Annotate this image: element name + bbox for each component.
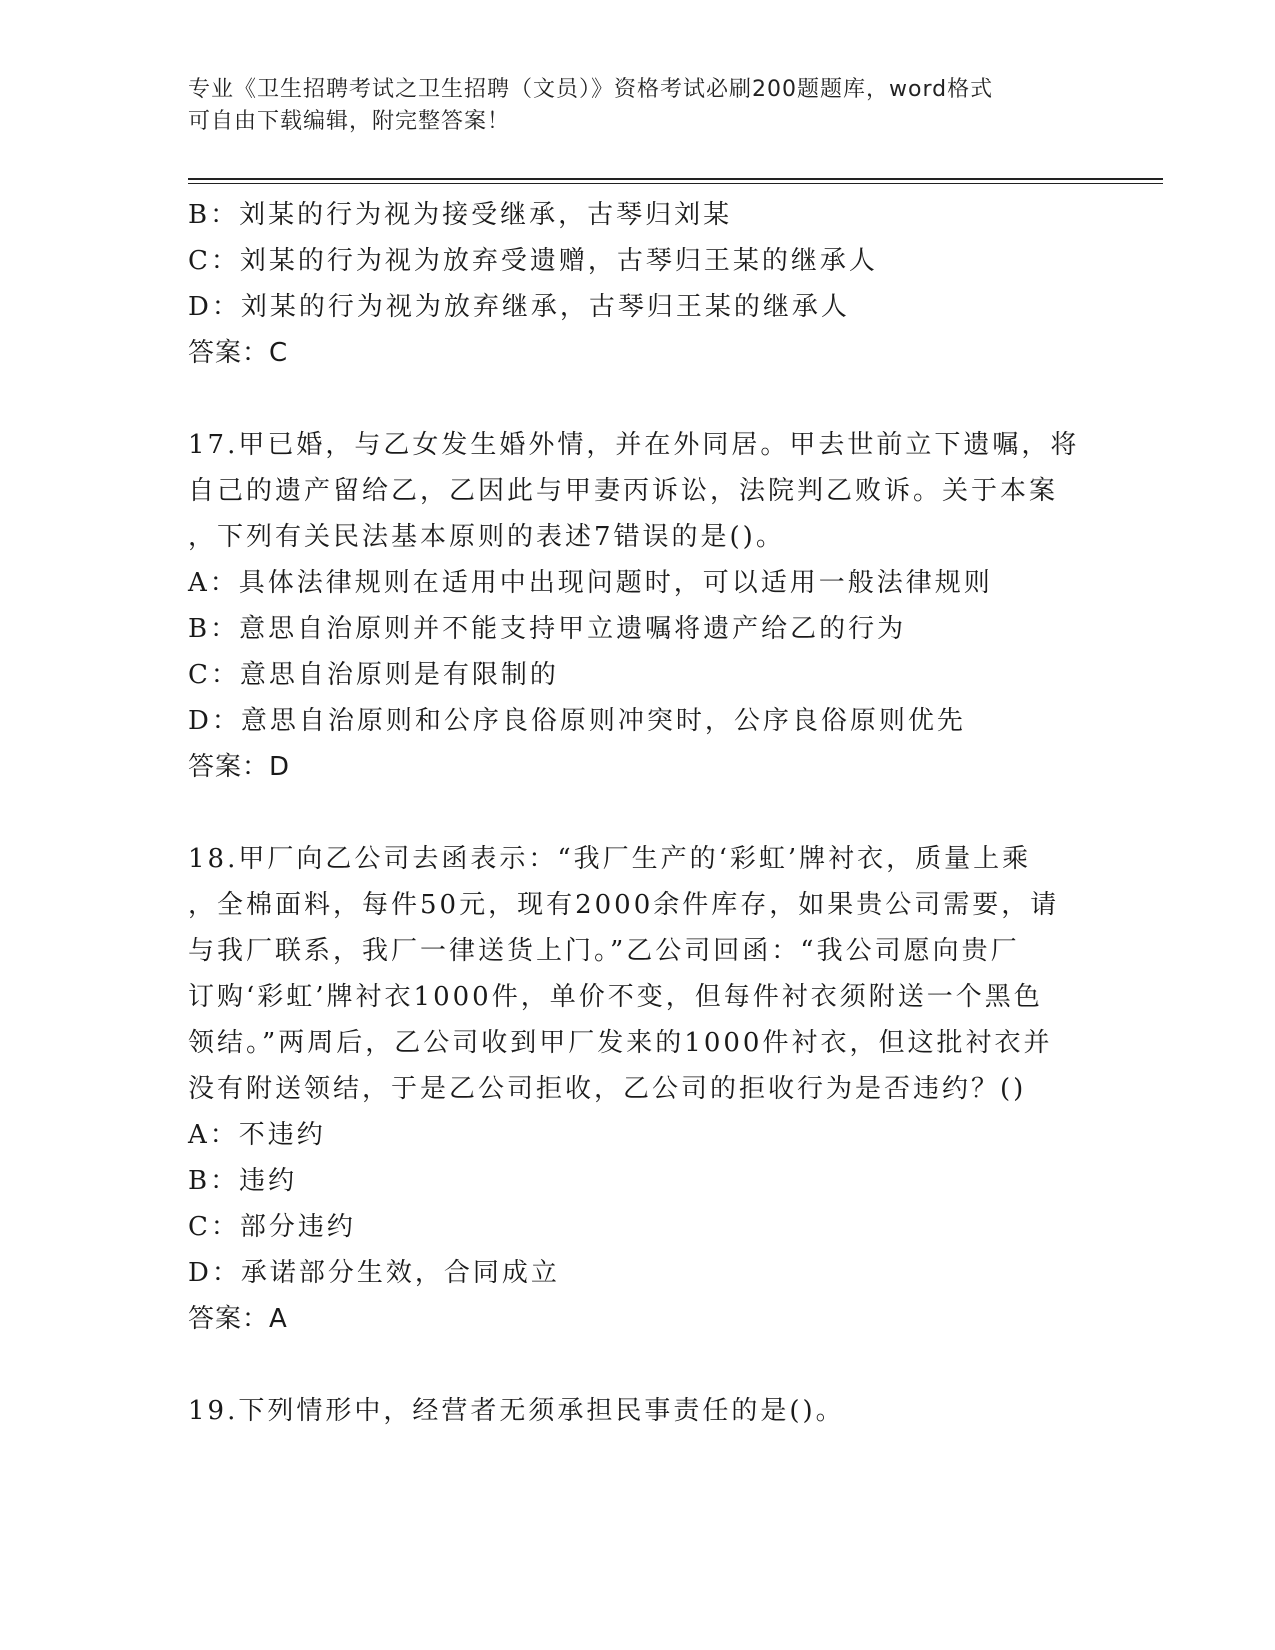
header-divider-thin: [188, 183, 1163, 184]
question-spacer: [188, 790, 1088, 836]
question-stem-line: 与我厂联系，我厂一律送货上门。”乙公司回函：“我公司愿向贵厂: [188, 936, 1020, 966]
question-spacer: [188, 1342, 1088, 1388]
option-b: B：意思自治原则并不能支持甲立遗嘱将遗产给乙的行为: [188, 614, 907, 644]
question-stem-line: 领结。”两周后，乙公司收到甲厂发来的1000件衬衣，但这批衬衣并: [188, 1028, 1053, 1058]
question-stem-line: 订购‘彩虹’牌衬衣1000件，单价不变，但每件衬衣须附送一个黑色: [188, 982, 1043, 1012]
answer-label: 答案：A: [188, 1304, 288, 1334]
question-stem-line: 19.下列情形中，经营者无须承担民事责任的是()。: [188, 1396, 845, 1426]
header-line-1: 专业《卫生招聘考试之卫生招聘（文员）》资格考试必刷200题题库，word格式: [188, 77, 994, 102]
question-19: [188, 1388, 1088, 1434]
question-stem-line: ，全棉面料，每件50元，现有2000余件库存，如果贵公司需要，请: [188, 890, 1060, 920]
header-line-2: 可自由下载编辑，附完整答案！: [188, 109, 511, 134]
option-b: B：刘某的行为视为接受继承，古琴归刘某: [188, 200, 733, 230]
question-stem-line: 17.甲已婚，与乙女发生婚外情，并在外同居。甲去世前立下遗嘱，将: [188, 430, 1080, 460]
question-18: [188, 836, 1088, 1342]
question-stem-line: 没有附送领结，于是乙公司拒收，乙公司的拒收行为是否违约？(): [188, 1074, 1027, 1104]
option-a: A：具体法律规则在适用中出现问题时，可以适用一般法律规则: [188, 568, 993, 598]
question-spacer: [188, 376, 1088, 422]
question-16-continued: [188, 192, 1088, 376]
option-c: C：意思自治原则是有限制的: [188, 660, 559, 690]
answer-label: 答案：D: [188, 752, 291, 782]
option-b: B：违约: [188, 1166, 298, 1196]
option-c: C：刘某的行为视为放弃受遗赠，古琴归王某的继承人: [188, 246, 878, 276]
option-a: A：不违约: [188, 1120, 326, 1150]
answer-label: 答案：C: [188, 338, 289, 368]
page-header: [188, 74, 1088, 138]
question-stem-line: 18.甲厂向乙公司去函表示：“我厂生产的‘彩虹’牌衬衣，质量上乘: [188, 844, 1032, 874]
question-body: [188, 192, 1088, 1434]
header-divider: [188, 178, 1163, 180]
option-d: D：承诺部分生效，合同成立: [188, 1258, 560, 1288]
question-stem-line: ，下列有关民法基本原则的表述7错误的是()。: [188, 522, 785, 552]
option-c: C：部分违约: [188, 1212, 356, 1242]
option-d: D：意思自治原则和公序良俗原则冲突时，公序良俗原则优先: [188, 706, 966, 736]
question-17: [188, 422, 1088, 790]
question-stem-line: 自己的遗产留给乙，乙因此与甲妻丙诉讼，法院判乙败诉。关于本案: [188, 476, 1059, 506]
option-d: D：刘某的行为视为放弃继承，古琴归王某的继承人: [188, 292, 850, 322]
